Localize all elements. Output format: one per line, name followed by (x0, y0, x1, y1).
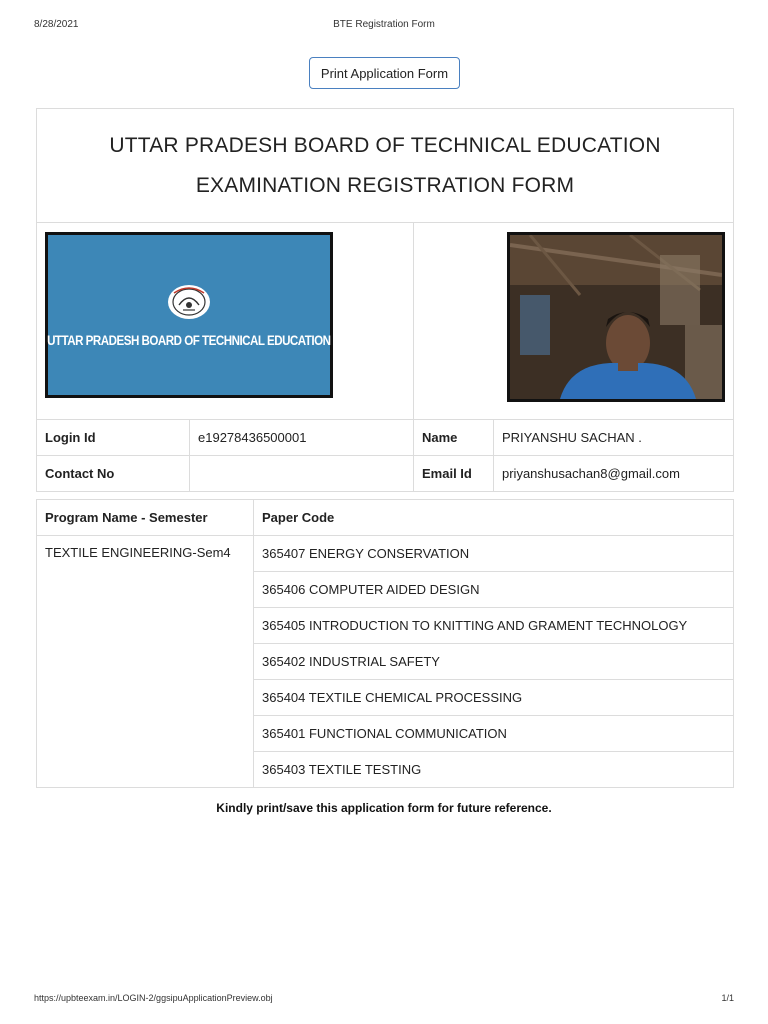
form-header (37, 109, 734, 223)
reference-note: Kindly print/save this application form for future reference. (216, 801, 552, 815)
contact-value (190, 456, 414, 492)
login-id-label: Login Id (37, 420, 190, 456)
paper-row: 365404 TEXTILE CHEMICAL PROCESSING (254, 680, 734, 716)
email-label: Email Id (414, 456, 494, 492)
papers-table (36, 499, 734, 788)
logo-text: UTTAR PRADESH BOARD OF TECHNICAL EDUCATION (47, 332, 331, 348)
program-column-header: Program Name - Semester (37, 500, 254, 536)
paper-row: 365406 COMPUTER AIDED DESIGN (254, 572, 734, 608)
registration-table (36, 108, 734, 492)
print-application-button[interactable]: Print Application Form (309, 57, 460, 89)
email-value: priyanshusachan8@gmail.com (494, 456, 734, 492)
board-title: UTTAR PRADESH BOARD OF TECHNICAL EDUCATION (109, 133, 661, 157)
photo-cell (414, 223, 734, 420)
page-number: 1/1 (721, 993, 734, 1003)
form-title: EXAMINATION REGISTRATION FORM (195, 173, 575, 197)
paper-row: 365401 FUNCTIONAL COMMUNICATION (254, 716, 734, 752)
paper-row: 365405 INTRODUCTION TO KNITTING AND GRAMENT TECHNOLOGY (254, 608, 734, 644)
logo-cell (37, 223, 414, 420)
paper-code-column-header: Paper Code (254, 500, 734, 536)
name-label: Name (414, 420, 494, 456)
print-date: 8/28/2021 (34, 19, 79, 30)
document-title: BTE Registration Form (333, 19, 435, 30)
login-id-value: e19278436500001 (190, 420, 414, 456)
page-url: https://upbteexam.in/LOGIN-2/ggsipuApplicationPreview.obj (34, 993, 273, 1003)
paper-row: 365403 TEXTILE TESTING (254, 752, 734, 788)
board-logo (45, 232, 333, 398)
paper-row: 365402 INDUSTRIAL SAFETY (254, 644, 734, 680)
contact-label: Contact No (37, 456, 190, 492)
applicant-photo (507, 232, 725, 402)
paper-row: 365407 ENERGY CONSERVATION (254, 536, 734, 572)
name-value: PRIYANSHU SACHAN . (494, 420, 734, 456)
program-semester: TEXTILE ENGINEERING-Sem4 (37, 536, 254, 788)
applicant-photo-image (510, 235, 722, 399)
emblem-icon (166, 283, 212, 321)
